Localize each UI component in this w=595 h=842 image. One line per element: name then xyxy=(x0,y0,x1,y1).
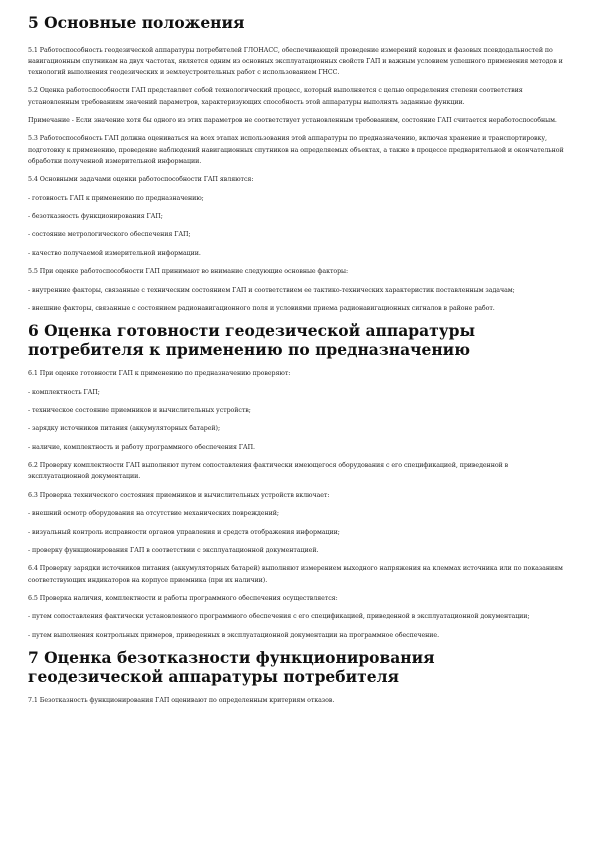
list-item: - безотказность функционирования ГАП; xyxy=(28,212,163,220)
section-7-body xyxy=(28,695,567,706)
paragraph-5-1: 5.1 Работоспособность геодезической аппаратуры потребителей ГЛОНАСС, обеспечивающей проведение измерений кодовых и фазовых псевдодальностей по навигационным спутникам на двух частотах, является одним из основных эксплуатационных свойств ГАП и важным условием успешного применения методов и технологий выполнения геодезических и землеустроительных работ с использованием ГНСС. xyxy=(28,46,563,76)
list-item: - внешние факторы, связанные с состоянием радионавигационного поля и условиями приема радионавигационных сигналов в районе работ. xyxy=(28,304,495,312)
list-item: - внешний осмотр оборудования на отсутствие механических повреждений; xyxy=(28,510,279,518)
list-item: - состояние метрологического обеспечения ГАП; xyxy=(28,231,191,239)
section-5-body xyxy=(28,45,567,315)
paragraph-5-2: 5.2 Оценка работоспособности ГАП представляет собой технологический процесс, который выполняется с целью определения степени соответствия установленным требованиям значений параметров, характеризующих способность этой аппаратуры выполнять заданные функции. xyxy=(28,87,523,106)
list-item: - зарядку источников питания (аккумуляторных батарей); xyxy=(28,425,221,433)
list-item: - качество получаемой измерительной информации. xyxy=(28,249,201,257)
paragraph-5-4: 5.4 Основными задачами оценки работоспособности ГАП являются: xyxy=(28,176,254,184)
note-paragraph: Примечание - Если значение хотя бы одного из этих параметров не соответствует установленным требованиям, состояние ГАП считается неработоспособным. xyxy=(28,116,557,124)
list-item: - комплектность ГАП; xyxy=(28,388,100,396)
section-6-heading: 6 Оценка готовности геодезической аппаратуры потребителя к применению по предназначению xyxy=(28,321,476,359)
paragraph-6-2: 6.2 Проверку комплектности ГАП выполняют путем сопоставления фактически имеющегося оборудования с его спецификацией, приведенной в эксплуатационной документации. xyxy=(28,462,509,481)
section-5-heading: 5 Основные положения xyxy=(28,13,245,32)
list-item: - путем выполнения контрольных примеров, приведенных в эксплуатационной документации на программное обеспечение. xyxy=(28,631,440,639)
section-6-body xyxy=(28,368,567,641)
paragraph-7-1: 7.1 Безотказность функционирования ГАП оценивают по определенным критериям отказов. xyxy=(28,697,335,705)
paragraph-5-3: 5.3 Работоспособность ГАП должна оцениваться на всех этапах использования этой аппаратуры по предназначению, включая хранение и транспортировку, подготовку к применению, проведение наблюдений навигационных спутников на определяемых объектах, а также в процессе предварительной и окончательной обработки полученной измерительной информации. xyxy=(28,135,564,165)
paragraph-6-5: 6.5 Проверка наличия, комплектности и работы программного обеспечения осуществляется: xyxy=(28,595,338,602)
section-7-heading: 7 Оценка безотказности функционирования геодезической аппаратуры потребителя xyxy=(28,647,435,686)
list-item: - внутренние факторы, связанные с техническим состоянием ГАП и соответствием ее тактико-технических характеристик поставленным задачам; xyxy=(28,286,515,294)
list-item: - наличие, комплектность и работу программного обеспечения ГАП. xyxy=(28,443,255,451)
paragraph-6-3: 6.3 Проверка технического состояния приемников и вычислительных устройств включает: xyxy=(28,491,330,499)
list-item: - визуальный контроль исправности органов управления и средств отображения информации; xyxy=(28,528,340,536)
paragraph-6-1: 6.1 При оценке готовности ГАП к применению по предназначению проверяют: xyxy=(28,370,291,378)
paragraph-5-5: 5.5 При оценке работоспособности ГАП принимают во внимание следующие основные факторы: xyxy=(28,268,349,276)
paragraph-6-4: 6.4 Проверку зарядки источников питания (аккумуляторных батарей) выполняют измерением выходного напряжения на клеммах источника или по показаниям соответствующих индикаторов на корпусе приемника (при их наличии). xyxy=(28,565,563,584)
list-item: - путем сопоставления фактически установленного программного обеспечения с его спецификацией, приведенной в эксплуатационной документации; xyxy=(28,613,530,621)
list-item: - техническое состояние приемников и вычислительных устройств; xyxy=(28,407,251,415)
list-item: - готовность ГАП к применению по предназначению; xyxy=(28,194,204,202)
list-item: - проверку функционирования ГАП в соответствии с эксплуатационной документацией. xyxy=(28,547,319,555)
